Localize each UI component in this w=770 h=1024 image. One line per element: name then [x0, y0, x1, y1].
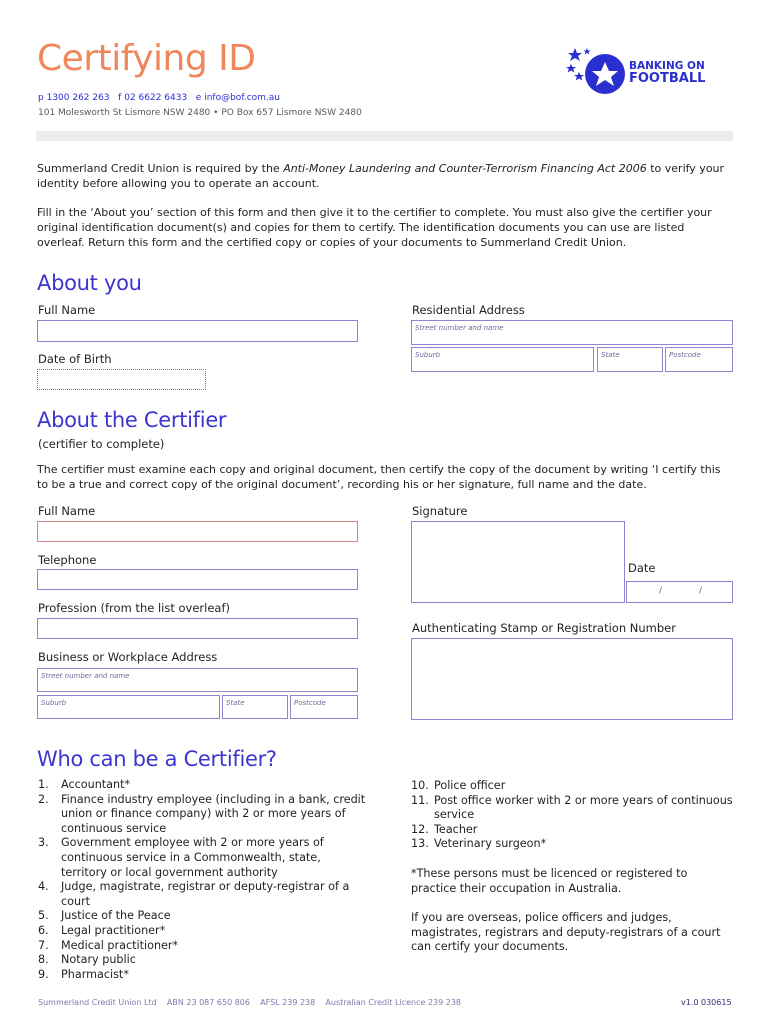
list-item: 10. Police officer: [411, 779, 506, 792]
suburb-input[interactable]: [411, 347, 594, 372]
street-hint: Street number and name: [415, 324, 504, 332]
certifier-full-name-label: Full Name: [38, 504, 96, 518]
full-name-input[interactable]: [37, 320, 358, 342]
list-item: 9. Pharmacist*: [38, 967, 129, 981]
about-certifier-heading: About the Certifier: [37, 408, 227, 432]
signature-label: Signature: [412, 504, 468, 518]
telephone-label: Telephone: [38, 553, 97, 567]
state-hint: State: [601, 351, 620, 359]
list-item: 12. Teacher: [411, 822, 478, 836]
overseas-note: If you are overseas, police officers and judges, magistrates, registrars and deputy-registrars of a court can certify your documents.: [411, 911, 721, 954]
postcode-hint: Postcode: [669, 351, 701, 359]
header-divider: [36, 131, 733, 141]
contact-line: [38, 93, 280, 103]
list-item: 3. Government employee with 2 or more years of continuous service in a Commonwealth, state, territory or local government authority: [38, 836, 324, 879]
business-address-label: Business or Workplace Address: [38, 650, 218, 664]
intro-paragraph-2: Fill in the ‘About you’ section of this form and then give it to the certifier to complete. You must also give the certifier your original identification document(s) and copies for them to certify. The identification documents you can use are listed overleaf. Return this form and the certified copy or copies of your documents to Summerland Credit Union.: [37, 206, 712, 249]
postal-address: 101 Molesworth St Lismore NSW 2480 • PO Box 657 Lismore NSW 2480: [38, 108, 362, 118]
telephone-input[interactable]: [37, 569, 358, 590]
list-item: 5. Justice of the Peace: [38, 909, 171, 923]
football-stars-icon: [565, 44, 627, 104]
business-suburb-input[interactable]: [37, 695, 220, 719]
who-heading: Who can be a Certifier?: [37, 747, 277, 771]
email-link[interactable]: info@bof.com.au: [204, 93, 280, 103]
business-postcode-hint: Postcode: [294, 699, 326, 707]
fax-number: 02 6622 6433: [124, 93, 188, 103]
business-street-hint: Street number and name: [41, 672, 130, 680]
business-suburb-hint: Suburb: [41, 699, 67, 707]
business-postcode-input[interactable]: [290, 695, 358, 719]
certifier-sub: (certifier to complete): [38, 437, 165, 451]
list-item: 13. Veterinary surgeon*: [411, 837, 547, 851]
version-label: v1.0 030615: [681, 998, 732, 1007]
dob-label: Date of Birth: [38, 352, 112, 366]
list-item: 4. Judge, magistrate, registrar or deputy-registrar of a court: [38, 880, 350, 908]
certifier-instructions: The certifier must examine each copy and original document, then certify the copy of the document by writing ‘I certify this to be a true and correct copy of the original document’, recording his or her signature, full name and the date.: [37, 463, 721, 491]
residential-address-label: Residential Address: [412, 303, 525, 317]
act-name: Anti-Money Laundering and Counter-Terrorism Financing Act 2006: [283, 162, 647, 175]
certifier-list-right: [411, 779, 733, 852]
profession-label: Profession (from the list overleaf): [38, 601, 231, 615]
logo-line-1: BANKING ON: [629, 60, 705, 72]
list-item: 1. Accountant*: [38, 778, 131, 791]
stamp-box[interactable]: [411, 638, 733, 720]
stamp-label: Authenticating Stamp or Registration Number: [412, 621, 676, 635]
date-input[interactable]: [626, 581, 733, 603]
email-label: e: [195, 93, 202, 103]
date-label: Date: [628, 561, 656, 575]
list-item: 6. Legal practitioner*: [38, 923, 166, 937]
date-separator-2: /: [699, 586, 703, 596]
date-separator-1: /: [659, 586, 663, 596]
list-item: 8. Notary public: [38, 953, 136, 967]
phone-label: p: [38, 93, 44, 103]
full-name-label: Full Name: [38, 303, 96, 317]
licence-note: *These persons must be licenced or registered to practice their occupation in Australia.: [411, 867, 688, 895]
state-input[interactable]: [597, 347, 663, 372]
certifier-full-name-input[interactable]: [37, 521, 358, 542]
profession-input[interactable]: [37, 618, 358, 639]
postcode-input[interactable]: [665, 347, 733, 372]
page-title: Certifying ID: [37, 38, 256, 79]
footer-legal: Summerland Credit Union Ltd ABN 23 087 650 806 AFSL 239 238 Australian Credit Licence 239 238: [38, 998, 462, 1007]
list-item: 2. Finance industry employee (including in a bank, credit union or finance company) with 2 or more years of continuous service: [38, 792, 366, 835]
suburb-hint: Suburb: [415, 351, 441, 359]
street-input[interactable]: [411, 320, 733, 345]
logo: [565, 44, 735, 104]
intro-text-a: Summerland Credit Union is required by the: [37, 162, 284, 175]
intro-paragraph-1: [37, 161, 727, 191]
list-item: 11. Post office worker with 2 or more years of continuous service: [411, 793, 733, 822]
business-street-input[interactable]: [37, 668, 358, 692]
dob-input[interactable]: [37, 369, 206, 390]
about-you-heading: About you: [37, 271, 142, 295]
fax-label: f: [118, 93, 122, 103]
certifier-list-left: [38, 778, 368, 982]
list-item: 7. Medical practitioner*: [38, 938, 179, 952]
phone-number: 1300 262 263: [46, 93, 110, 103]
business-state-input[interactable]: [222, 695, 288, 719]
business-state-hint: State: [226, 699, 245, 707]
intro-text-b: to verify your identity before allowing you to operate an account.: [37, 162, 725, 190]
logo-line-2: FOOTBALL: [629, 71, 706, 86]
signature-box[interactable]: [411, 521, 625, 603]
